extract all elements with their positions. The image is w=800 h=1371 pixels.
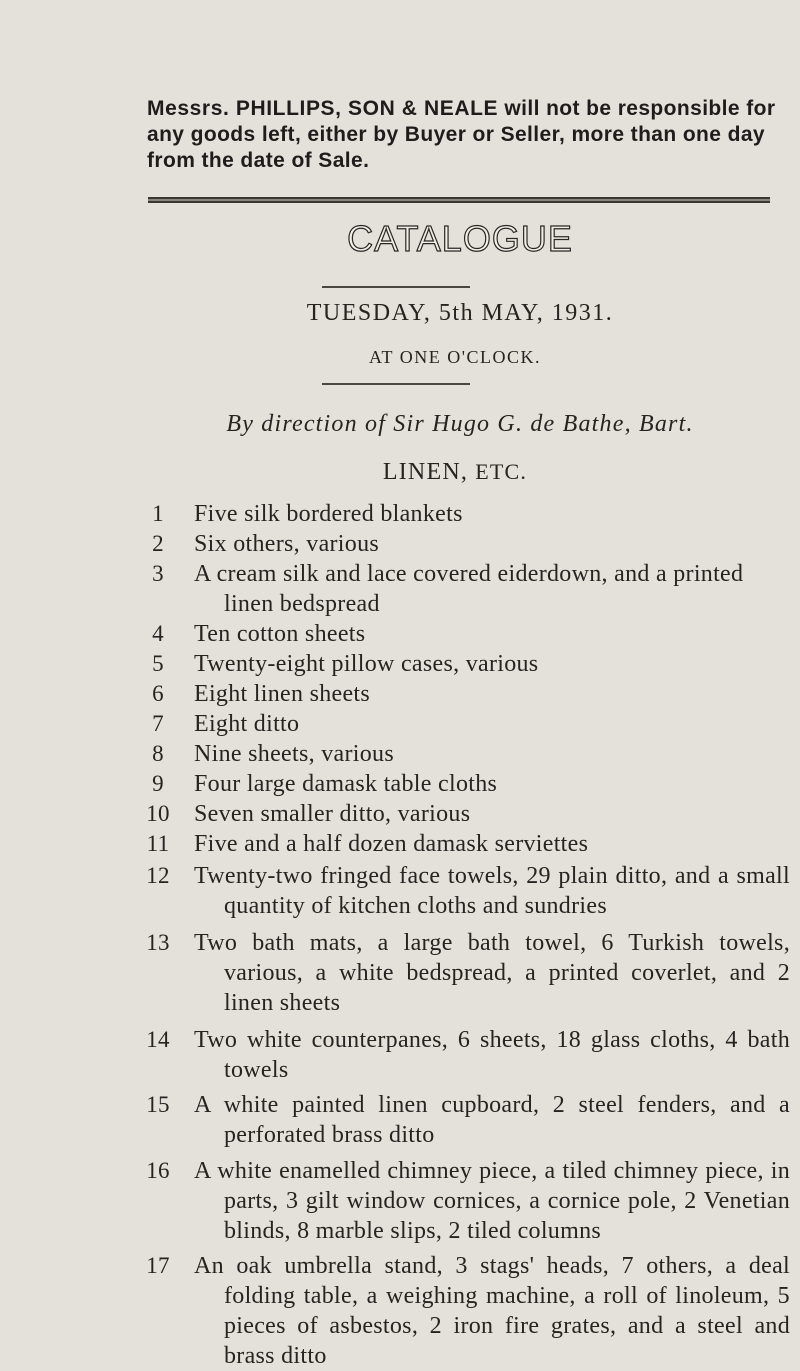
lot-item [140,928,790,1018]
lot-description: Eight ditto [194,711,300,737]
section-heading-etc: ETC. [475,459,528,484]
lot-number: 2 [152,531,164,556]
lot-item [140,619,790,649]
title-rule [322,286,470,288]
lot-item [140,1025,790,1085]
time-rule [322,383,470,385]
lot-number: 6 [152,681,164,706]
header-divider [148,197,770,203]
sale-time: AT ONE O'CLOCK. [369,347,541,367]
auctioneer-name: Messrs. PHILLIPS, SON & NEALE [147,97,499,120]
lot-description: Five silk bordered blankets [194,501,463,527]
lot-item [140,709,790,739]
lot-number: 7 [152,711,164,736]
lot-number: 8 [152,741,164,766]
lot-description: Four large damask table cloths [194,771,498,797]
lot-item [140,499,790,529]
notice-text: will not be responsible for any goods left, either by Buyer or Seller, more than one day from the date of Sale. [147,97,776,172]
lot-description: Twenty-eight pillow cases, various [194,651,539,677]
lot-item [140,1090,790,1150]
lot-description: Seven smaller ditto, various [194,801,471,827]
lot-description: A white enamelled chimney piece, a tiled chimney piece, in parts, 3 gilt window cornices, a cornice pole, 2 Venetian blinds, 8 marble slips, 2 tiled columns [194,1158,790,1244]
lot-number: 1 [152,501,164,526]
lot-item [140,1251,790,1371]
lot-number: 12 [146,863,170,888]
lot-number: 11 [146,831,170,856]
lot-item [140,1156,790,1246]
lot-description: A white painted linen cupboard, 2 steel fenders, and a perforated brass ditto [194,1092,790,1148]
lot-item [140,739,790,769]
lot-description: Two bath mats, a large bath towel, 6 Turkish towels, various, a white bedspread, a printed coverlet, and 2 linen sheets [194,930,790,1016]
lot-number: 10 [146,801,170,826]
lot-item [140,829,790,859]
lot-item [140,559,790,619]
lot-description: A cream silk and lace covered eiderdown, and a printed linen bedspread [194,561,744,617]
lot-description: Two white counterpanes, 6 sheets, 18 glass cloths, 4 bath towels [194,1027,790,1083]
lot-description: Nine sheets, various [194,741,394,767]
lot-number: 5 [152,651,164,676]
lot-description: Twenty-two fringed face towels, 29 plain ditto, and a small quantity of kitchen cloths and sundries [194,863,790,919]
lot-description: Ten cotton sheets [194,621,366,647]
section-heading-label: LINEN, [382,459,469,485]
section-heading [0,459,800,486]
sale-direction: By direction of Sir Hugo G. de Bathe, Bart. [226,411,694,437]
responsibility-notice [147,96,777,174]
lot-item [140,769,790,799]
lot-item [140,799,790,829]
lot-description: Five and a half dozen damask serviettes [194,831,589,857]
lot-item [140,679,790,709]
lot-item [140,861,790,921]
lot-number: 13 [146,930,170,955]
lot-number: 3 [152,561,164,586]
lot-number: 15 [146,1092,170,1117]
lot-item [140,649,790,679]
lot-item [140,529,790,559]
lot-number: 14 [146,1027,170,1052]
lot-number: 17 [146,1253,170,1278]
lot-description: An oak umbrella stand, 3 stags' heads, 7 others, a deal folding table, a weighing machine, a roll of linoleum, 5 pieces of asbestos, 2 iron fire grates, and a steel and brass ditto [194,1253,790,1369]
lot-description: Six others, various [194,531,380,557]
lot-number: 9 [152,771,164,796]
lot-number: 16 [146,1158,170,1183]
sale-date: TUESDAY, 5th MAY, 1931. [306,300,614,326]
catalogue-title: CATALOGUE [347,218,573,259]
lot-description: Eight linen sheets [194,681,371,707]
lot-number: 4 [152,621,164,646]
